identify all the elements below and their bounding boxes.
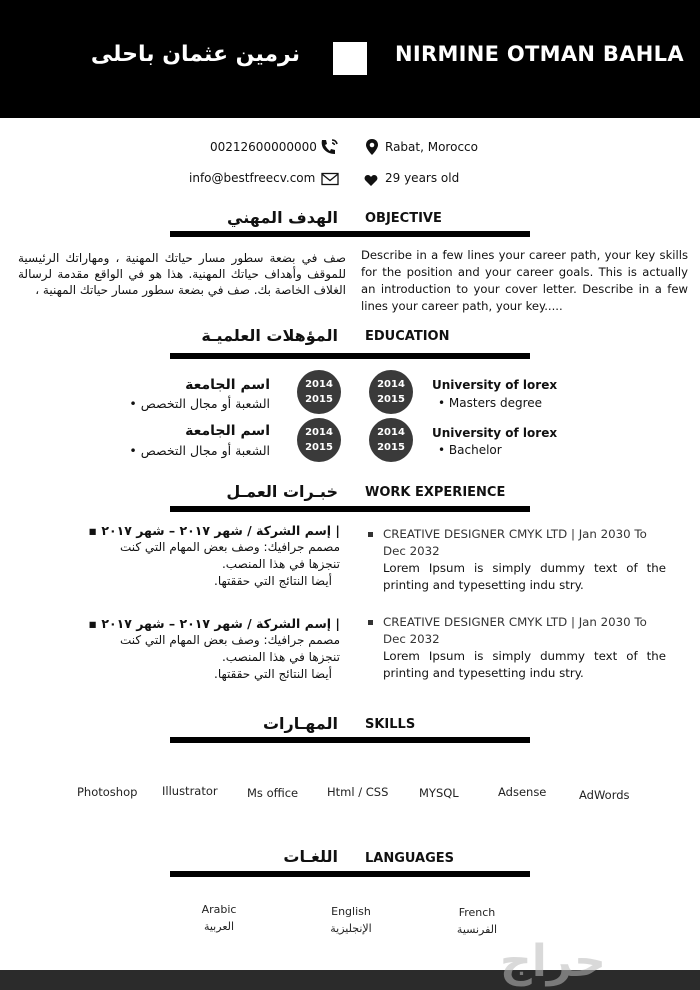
language-name: French bbox=[458, 906, 496, 919]
year-end: 2015 bbox=[377, 394, 405, 405]
name-arabic: نرمين عثمان باحلى bbox=[90, 42, 300, 67]
job-line-ar: مصمم جرافيك: وصف بعض المهام التي كنت bbox=[119, 633, 340, 647]
skill-item: MYSQL bbox=[419, 786, 459, 800]
year-circle bbox=[297, 418, 341, 462]
envelope-icon bbox=[321, 171, 339, 185]
year-circle bbox=[297, 370, 341, 414]
language-name-ar: الفرنسية bbox=[456, 923, 498, 936]
language-name-ar: الإنجليزية bbox=[330, 922, 372, 935]
job-line-ar: تنجزها في هذا المنصب. bbox=[221, 557, 340, 571]
objective-text-ar: صف في بضعة سطور مسار حياتك المهنية ، ومهاراتك الرئيسية للموقف وأهداف حياتك المهنية. هذا هو في الواقع مقدمة لرسالة الغلاف الخاصة بك. صف في بضعة سطور مسار حياتك المهنية ، bbox=[18, 251, 346, 297]
skill-item: Photoshop bbox=[77, 785, 138, 799]
skill-item: Html / CSS bbox=[327, 785, 389, 799]
job-title: CREATIVE DESIGNER CMYK LTD | Jan 2030 To Dec 2032 bbox=[383, 527, 647, 558]
university-name: University of lorex bbox=[432, 426, 558, 440]
degree: • Masters degree bbox=[438, 396, 543, 410]
year-end: 2015 bbox=[305, 394, 333, 405]
year-end: 2015 bbox=[305, 442, 333, 453]
languages-divider bbox=[170, 871, 530, 877]
education-title-ar: المؤهلات العلميـة bbox=[201, 326, 338, 345]
degree-ar: الشعبة أو مجال التخصص • bbox=[129, 396, 270, 411]
languages-title: LANGUAGES bbox=[365, 851, 455, 866]
year-end: 2015 bbox=[377, 442, 405, 453]
email: info@bestfreecv.com bbox=[189, 171, 316, 185]
photo-placeholder bbox=[333, 42, 367, 75]
skills-title: SKILLS bbox=[365, 717, 416, 732]
work-divider bbox=[170, 506, 530, 512]
job-description: Lorem Ipsum is simply dummy text of the printing and typesetting indu stry. bbox=[383, 561, 666, 592]
languages-title-ar: اللغـات bbox=[283, 847, 338, 866]
skill-item: Ms office bbox=[247, 786, 299, 800]
year-start: 2014 bbox=[377, 379, 405, 390]
university-name: University of lorex bbox=[432, 378, 558, 392]
work-entry bbox=[383, 614, 666, 682]
university-name-ar: اسم الجامعة bbox=[185, 423, 270, 439]
location: Rabat, Morocco bbox=[385, 140, 478, 154]
education-title: EDUCATION bbox=[365, 329, 450, 344]
work-entry-ar bbox=[30, 522, 340, 590]
job-title-ar: | إسم الشركة / شهر ٢٠١٧ – شهر ٢٠١٧ ▪ bbox=[88, 616, 340, 631]
language-name: English bbox=[331, 905, 371, 918]
language-name: Arabic bbox=[201, 903, 237, 916]
year-start: 2014 bbox=[305, 427, 333, 438]
bullet bbox=[368, 532, 373, 537]
degree-ar: الشعبة أو مجال التخصص • bbox=[129, 443, 270, 458]
degree: • Bachelor bbox=[438, 443, 502, 457]
phone-number: 00212600000000 bbox=[210, 140, 317, 154]
skill-item: Adsense bbox=[498, 785, 547, 799]
year-circle bbox=[369, 418, 413, 462]
job-line-ar: أيضا النتائج التي حققتها. bbox=[214, 574, 332, 588]
year-start: 2014 bbox=[377, 427, 405, 438]
job-description: Lorem Ipsum is simply dummy text of the printing and typesetting indu stry. bbox=[383, 649, 666, 680]
job-title-ar: | إسم الشركة / شهر ٢٠١٧ – شهر ٢٠١٧ ▪ bbox=[88, 523, 340, 538]
job-line-ar: أيضا النتائج التي حققتها. bbox=[214, 667, 332, 681]
job-line-ar: مصمم جرافيك: وصف بعض المهام التي كنت bbox=[119, 540, 340, 554]
objective-divider bbox=[170, 231, 530, 237]
watermark: حراج bbox=[500, 936, 606, 987]
skills-title-ar: المهـارات bbox=[262, 714, 338, 733]
language-item bbox=[189, 903, 249, 933]
objective-title: OBJECTIVE bbox=[365, 211, 442, 226]
objective-title-ar: الهدف المهني bbox=[227, 208, 338, 227]
language-name-ar: العربية bbox=[203, 920, 235, 933]
age: 29 years old bbox=[385, 171, 460, 185]
university-name-ar: اسم الجامعة bbox=[185, 377, 270, 393]
heart-icon bbox=[364, 172, 378, 185]
name-english: NIRMINE OTMAN BAHLA bbox=[395, 42, 684, 66]
language-item bbox=[445, 906, 509, 936]
bullet bbox=[368, 620, 373, 625]
skill-item: AdWords bbox=[579, 788, 630, 802]
year-start: 2014 bbox=[305, 379, 333, 390]
location-pin-icon bbox=[365, 138, 379, 156]
skills-divider bbox=[170, 737, 530, 743]
work-entry-ar bbox=[30, 615, 340, 683]
language-item bbox=[316, 905, 386, 935]
objective-text: Describe in a few lines your career path, your key skills for the position and your career goals. This is actually an introduction to your cover letter. Describe in a few lines your career path, your key..... bbox=[361, 248, 688, 313]
education-divider bbox=[170, 353, 530, 359]
year-circle bbox=[369, 370, 413, 414]
skill-item: Illustrator bbox=[162, 784, 218, 798]
job-line-ar: تنجزها في هذا المنصب. bbox=[221, 650, 340, 664]
work-title-ar: خبـرات العمـل bbox=[226, 482, 338, 501]
job-title: CREATIVE DESIGNER CMYK LTD | Jan 2030 To Dec 2032 bbox=[383, 615, 647, 646]
work-entry bbox=[383, 526, 666, 594]
phone-icon bbox=[318, 137, 340, 157]
work-title: WORK EXPERIENCE bbox=[365, 485, 506, 500]
